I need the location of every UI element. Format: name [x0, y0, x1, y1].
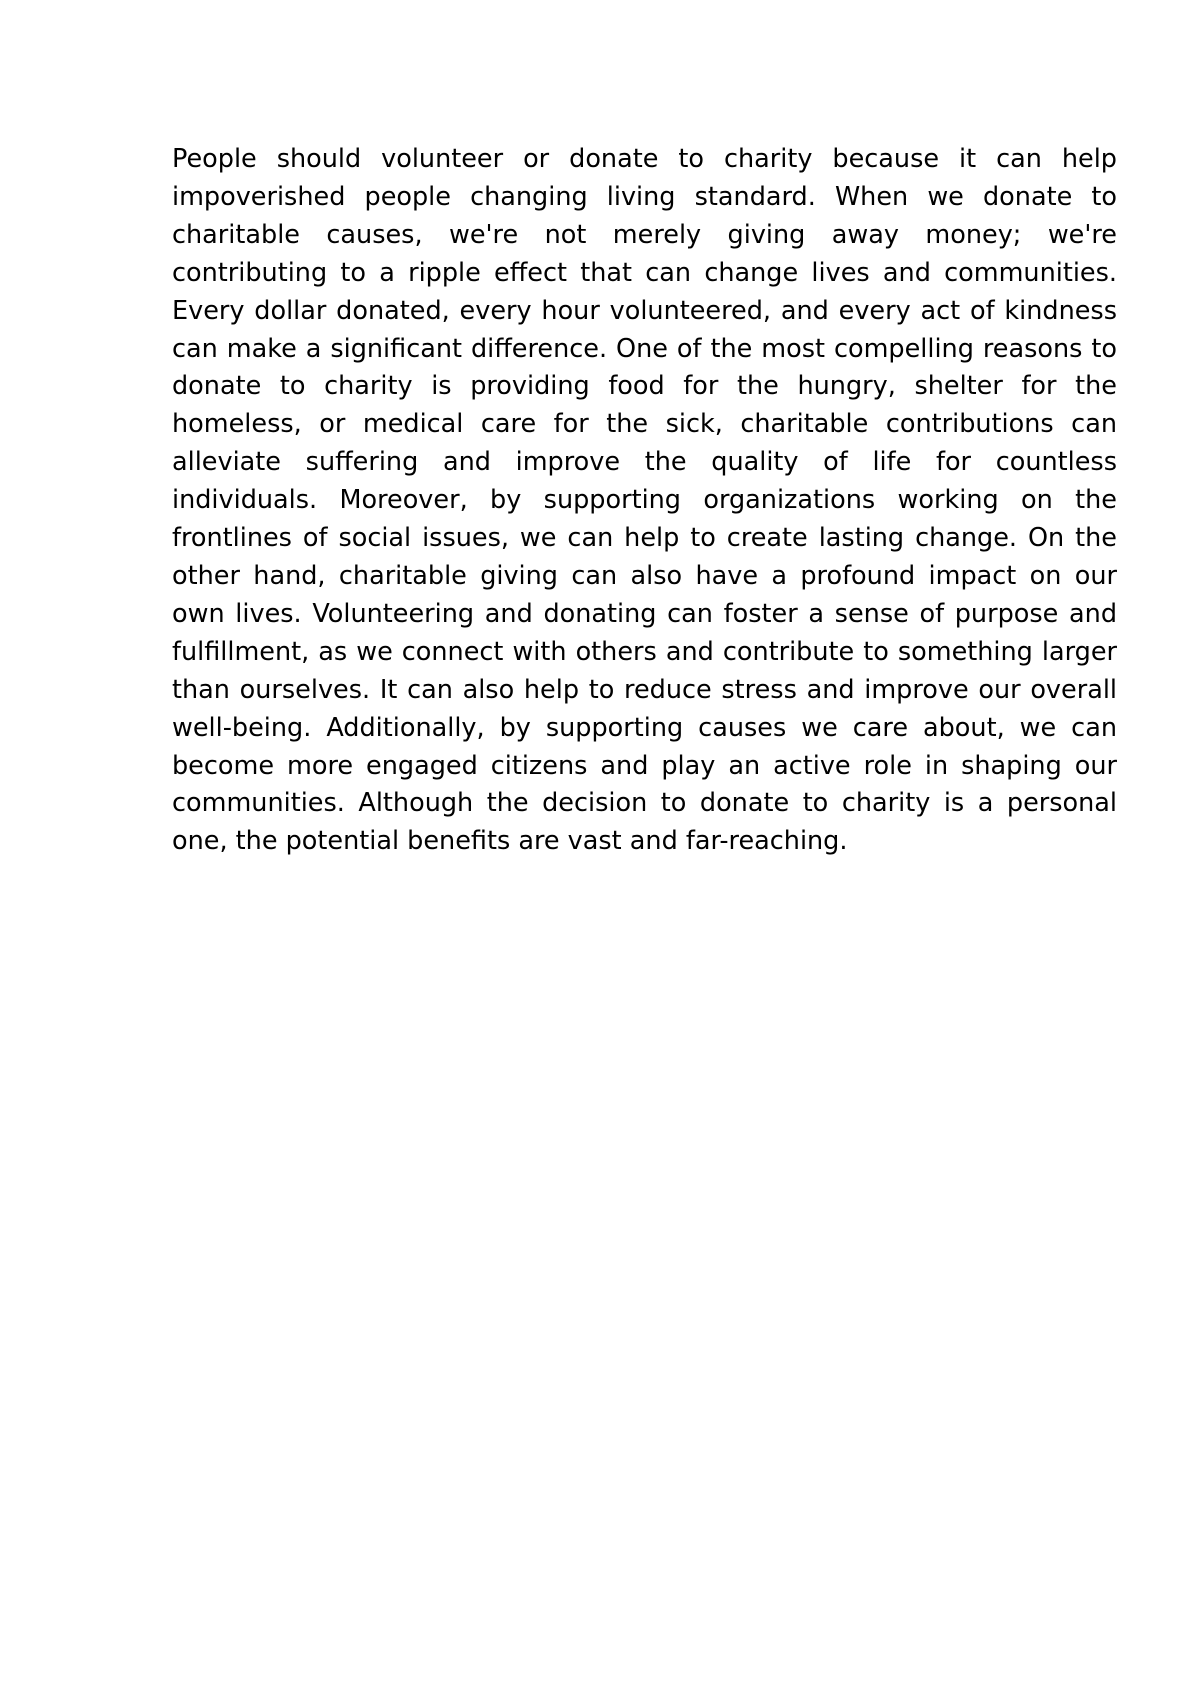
- essay-paragraph: People should volunteer or donate to charity because it can help impoverished people changing living standard. When we donate to charitable causes, we're not merely giving away money; we're contributing to a ripple effect that can change lives and communities. Every dollar donated, every hour volunteered, and every act of kindness can make a significant difference. One of the most compelling reasons to donate to charity is providing food for the hungry, shelter for the homeless, or medical care for the sick, charitable contributions can alleviate suffering and improve the quality of life for countless individuals. Moreover, by supporting organizations working on the frontlines of social issues, we can help to create lasting change. On the other hand, charitable giving can also have a profound impact on our own lives. Volunteering and donating can foster a sense of purpose and fulfillment, as we connect with others and contribute to something larger than ourselves. It can also help to reduce stress and improve our overall well-being. Additionally, by supporting causes we care about, we can become more engaged citizens and play an active role in shaping our communities. Although the decision to donate to charity is a personal one, the potential benefits are vast and far-reaching.: [172, 144, 1117, 857]
